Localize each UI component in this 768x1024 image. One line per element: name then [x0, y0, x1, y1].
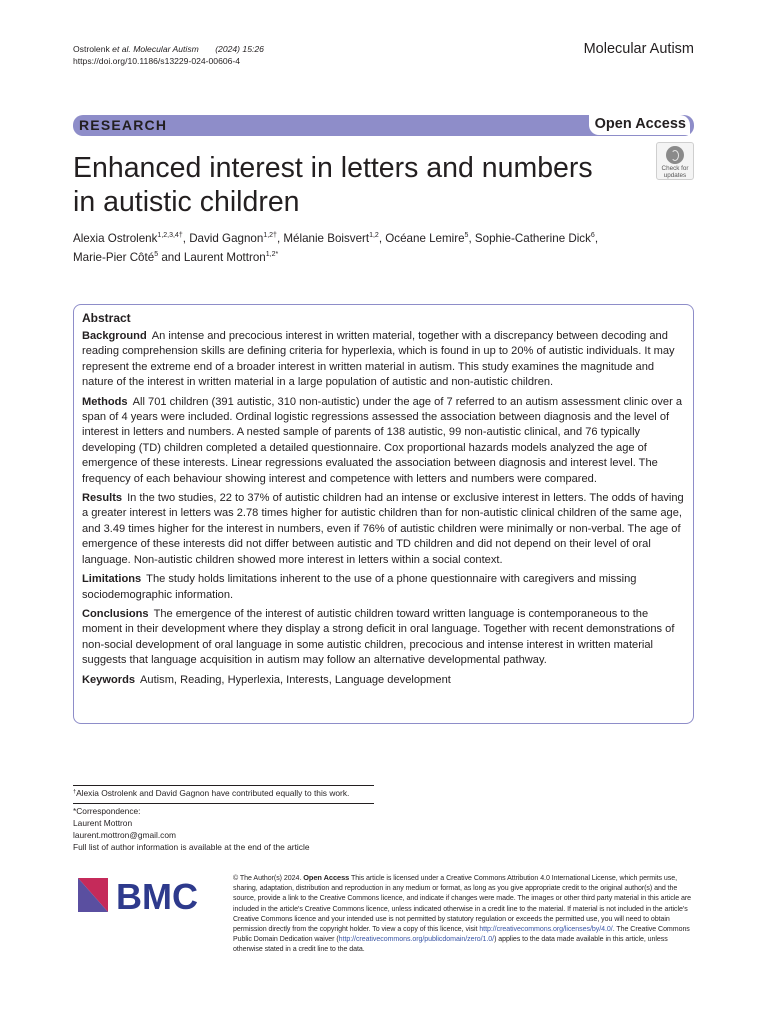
author-name: David Gagnon [189, 232, 264, 245]
author-name: Marie-Pier Côté [73, 251, 155, 264]
badge-line-2: updates [663, 172, 687, 179]
author-affiliation-marks: 6 [590, 232, 595, 239]
correspondence-email[interactable]: laurent.mottron@gmail.com [73, 830, 176, 840]
section-text: Autism, Reading, Hyperlexia, Interests, Language development [140, 673, 451, 686]
author-separator: , [594, 232, 599, 245]
license-text-1: This article is licensed under a Creative Commons Attribution 4.0 International License, which permits use, sharing, adaptation, distribution and reproduction in any medium or format, as long as you give appropriate credit to the original author(s) and the source, provide a link to the Creative Commons licence, and indicate if changes were made. The images or other third party material in this article are included in the article's Creative Commons licence, unless indicated otherwise in a credit line to the material. If material is not included in the article's Creative Commons licence and your intended use is not permitted by statutory regulation or exceeds the permitted use, you will need to obtain permission directly from the copyright holder. To view a copy of this licence, visit [233, 875, 692, 934]
section-text: In the two studies, 22 to 37% of autistic children had an intense or exclusive interest in letters. The odds of having a greater interest in letters was 2.78 times higher for autistic children than for non-autistic clinical children of the same age, and 3.49 times higher for the interest in numbers, even if 76% of autistic children were minimally or non-verbal. The age of emergence of these interests did not differ between autistic and TD children and did not depend on their level of oral language. Non-autistic children showed more interest in letters within a social context. [82, 492, 684, 566]
author-affiliation-marks: 1,2,3,4† [157, 232, 183, 239]
dagger-mark: † [73, 789, 77, 795]
citation-journal: Molecular Autism [133, 44, 199, 54]
author-list [73, 229, 703, 267]
correspondence-name: Laurent Mottron [73, 818, 133, 828]
author-name: Océane Lemire [385, 232, 465, 245]
title-line-1: Enhanced interest in letters and numbers [73, 152, 593, 184]
cc-by-link[interactable]: http://creativecommons.org/licenses/by/4.0/ [479, 926, 613, 934]
open-access-bold: Open Access [303, 873, 350, 882]
author-affiliation-marks: 1,2† [263, 232, 277, 239]
author-separator: and [158, 251, 184, 264]
abstract-section-keywords [82, 673, 685, 688]
equal-contribution-text: Alexia Ostrolenk and David Gagnon have contributed equally to this work. [76, 788, 350, 798]
abstract-section-background [82, 329, 685, 391]
bmc-logo [78, 876, 213, 914]
doi-link[interactable]: https://doi.org/10.1186/s13229-024-00606-4 [73, 56, 241, 66]
author-name: Sophie-Catherine Dick [474, 232, 591, 245]
author-name: Alexia Ostrolenk [73, 232, 158, 245]
section-text: All 701 children (391 autistic, 310 non-autistic) under the age of 7 referred to an autism assessment clinic over a span of 4 years were included. Ordinal logistic regressions assessed the association between diagnosis and the level of interest in letters and numbers. A nested sample of parents of 138 autistic, 99 non-autistic clinical, and 76 typically developing (TD) children completed a detailed questionnaire. Cox proportional hazards models analyzed the age of emergence of these interests. Linear regressions evaluated the association between diagnosis and interest level. The frequency of each behaviour showing interest and competence with letters and numbers were compared. [82, 395, 683, 485]
license-text-3: ) applies to the data made available in this article, unless otherwise stated in a credit line to the data. [233, 936, 668, 954]
correspondence-label: *Correspondence: [73, 806, 141, 816]
section-label: Keywords [82, 673, 136, 686]
abstract-section-limitations [82, 572, 685, 603]
article-title [73, 151, 633, 219]
badge-text [657, 165, 693, 179]
author-affiliation-marks: 5 [154, 251, 159, 258]
citation-year-volume: (2024) 15:26 [215, 44, 264, 54]
article-type: RESEARCH [79, 117, 168, 133]
abstract-section-conclusions [82, 607, 685, 669]
badge-line-1: Check for [661, 165, 689, 172]
open-access-label: Open Access [589, 115, 690, 135]
citation-etal: et al. [112, 44, 131, 54]
section-label: Methods [82, 395, 128, 408]
equal-contribution-note [73, 787, 349, 799]
footnote-rule-2 [73, 803, 374, 804]
author-affiliation-marks: 1,2* [265, 251, 279, 258]
author-separator: , [468, 232, 475, 245]
author-separator: , [182, 232, 190, 245]
section-label: Background [82, 330, 147, 342]
correspondence-block [73, 805, 310, 853]
abstract-section-results [82, 491, 685, 568]
author-affiliation-marks: 5 [464, 232, 469, 239]
footnote-rule [73, 785, 374, 786]
citation-authors: Ostrolenk [73, 44, 110, 54]
section-label: Results [82, 492, 123, 505]
author-affiliation-marks: 1,2 [369, 232, 379, 239]
abstract-section-methods [82, 395, 685, 487]
affiliation-note: Full list of author information is available at the end of the article [73, 842, 310, 852]
abstract-sections [82, 329, 685, 688]
section-text: An intense and precocious interest in written material, together with a discrepancy between decoding and reading comprehension skills are defining criteria for hyperlexia, which is found in up to 20% of autistic individuals. It may represent the extreme end of a broader interest in written material in autism. This study examines the magnitude and nature of the interest in written material in a large population of autistic and non-autistic children. [82, 330, 675, 389]
abstract-box [73, 304, 694, 724]
journal-name: Molecular Autism [583, 41, 694, 57]
title-line-2: in autistic children [73, 186, 300, 218]
abstract-heading: Abstract [82, 311, 131, 325]
check-updates-icon [666, 146, 684, 164]
article-type-band [73, 115, 694, 136]
bmc-logo-text: BMC [116, 876, 198, 914]
section-label: Limitations [82, 573, 142, 586]
section-label: Conclusions [82, 607, 149, 620]
cc-zero-link[interactable]: http://creativecommons.org/publicdomain/zero/1.0/ [338, 936, 495, 944]
author-separator: , [378, 232, 386, 245]
running-header [73, 43, 264, 67]
license-statement [233, 873, 695, 956]
author-separator: , [276, 232, 284, 245]
section-text: The emergence of the interest of autistic children toward written language is contemporaneous to the moment in their development where they display a strong deficit in oral language. Together with recent demonstrations of non-social development of oral language in some autistic children, precocious and intense interest in written material suggests that language acquisition in autism may follow an alternative developmental pathway. [82, 607, 675, 667]
section-text: The study holds limitations inherent to the use of a phone questionnaire with caregivers and missing sociodemographic information. [82, 573, 637, 601]
check-for-updates-badge[interactable] [656, 142, 694, 180]
citation-line [73, 43, 264, 55]
license-text-2: . The Creative Commons Public Domain Dedication waiver ( [233, 926, 690, 944]
copyright: © The Author(s) 2024. [233, 875, 302, 882]
author-name: Mélanie Boisvert [283, 232, 370, 245]
author-name: Laurent Mottron [183, 251, 266, 264]
